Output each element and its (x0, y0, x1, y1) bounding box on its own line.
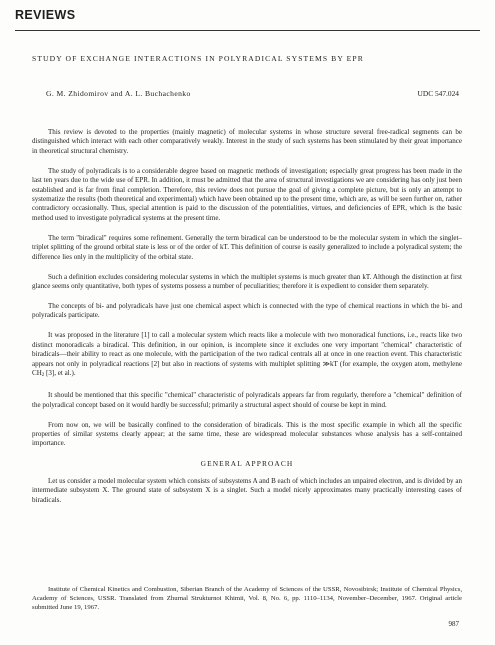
article-body (32, 128, 462, 516)
article-authors: G. M. Zhidomirov and A. L. Buchachenko (46, 89, 191, 98)
paragraph: It should be mentioned that this specific "chemical" characteristic of polyradicals appears far from regularly, therefore a "chemical" definition of the polyradical concept based on it would hardly be successful; primarily a structural aspect should of course be kept in mind. (32, 391, 462, 409)
udc-code: UDC 547.024 (417, 89, 459, 98)
paragraph: The study of polyradicals is to a considerable degree based on magnetic methods of investigation; especially great progress has been made in the last ten years due to the wide use of EPR. In addition, it must be admitted that the area of structural investigations we are considering has only just been established and is far from final completion. Therefore, this review does not pursue the goal of giving a complete picture, but is only an attempt to systematize the results (both theoretical and experimental) which have been obtained up to the present time, which are, as will be seen further on, rather contradictory occasionally. Thus, special attention is paid to the discussion of the potentialities, virtues, and deficiencies of EPR, which is the basic method used to investigate polyradical systems at the present time. (32, 166, 462, 222)
paragraph: Let us consider a model molecular system which consists of subsystems A and B each of which includes an unpaired electron, and is divided by an intermediate subsystem X. The ground state of subsystem X is a singlet. Such a model nicely approximates many practically interesting cases of biradicals. (32, 476, 462, 504)
footnote (32, 585, 462, 613)
paragraph: From now on, we will be basically confined to the consideration of biradicals. This is the most specific example in which all the specific properties of similar systems clearly appear; at the same time, these are widespread molecular substances whose analysis has a self-contained importance. (32, 420, 462, 448)
paragraph-text: It was proposed in the literature [1] to call a molecular system which reacts like a molecule with two monoradical functions, i.e., reacts like two distinct monoradicals a biradical. This definition, in our opinion, is incomplete since it excludes one very important "chemical" characteristic of biradicals—their ability to react as one molecule, with the participation of the two radical centrals all at once in one reaction event. This characteristic appears not only in polyradical reactions [2] but also in reactions of systems with multiplet splitting ≫kT (for example, the oxygen atom, methylene CH (32, 331, 462, 378)
page-number: 987 (448, 620, 459, 628)
subscript: 2 (41, 373, 45, 379)
paragraph: This review is devoted to the properties (mainly magnetic) of molecular systems in whose structure several free-radical segments can be distinguished which interact with each other comparatively weakly. Interest in the study of such systems has been stimulated by their great importance in theoretical structural chemistry. (32, 128, 462, 155)
paragraph-text: [3], et al.). (44, 369, 76, 378)
paragraph (32, 331, 462, 380)
paragraph: Such a definition excludes considering molecular systems in which the multiplet systems is much greater than kT. Although the distinction at first glance seems only quantitative, both types of systems possess a number of peculiarities; therefore it is expedient to consider them separately. (32, 272, 462, 291)
section-label: REVIEWS (15, 8, 76, 22)
section-heading: GENERAL APPROACH (200, 459, 294, 469)
header-rule (15, 30, 480, 31)
paragraph: The concepts of bi- and polyradicals have just one chemical aspect which is connected with the type of chemical reactions in which the bi- and polyradicals participate. (32, 302, 462, 320)
article-title: STUDY OF EXCHANGE INTERACTIONS IN POLYRADICAL SYSTEMS BY EPR (32, 54, 364, 63)
footnote-text: Institute of Chemical Kinetics and Combustion, Siberian Branch of the Academy of Sciences of the USSR, Novosibirsk; Institute of Chemical Physics, Academy of Sciences, USSR. Translated from Zhurnal Strukturnoi Khimii, Vol. 8, No. 6, pp. 1110–1134, November–December, 1967. Original article submitted June 19, 1967. (32, 586, 462, 612)
paragraph: The term "biradical" requires some refinement. Generally the term biradical can be understood to be the molecular system in which the singlet–triplet splitting of the ground orbital state is less or of the order of kT. This definition of course is easily generalized to include a polyradical system; the difference lies only in the multiplicity of the orbital state. (32, 233, 462, 261)
